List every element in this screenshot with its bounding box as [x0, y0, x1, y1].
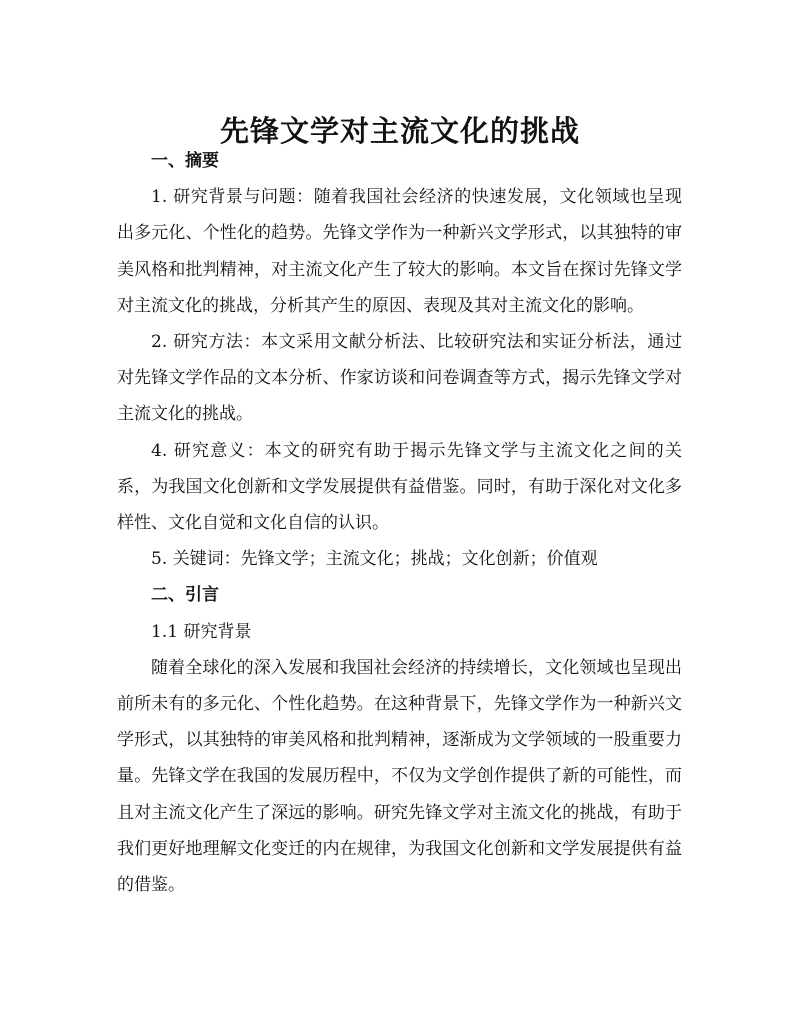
section-heading-introduction: 二、引言 [151, 585, 219, 606]
introduction-paragraph: 随着全球化的深入发展和我国社会经济的持续增长，文化领域也呈现出前所未有的多元化、个性化趋势。在这种背景下，先锋文学作为一种新兴文学形式，以其独特的审美风格和批判精神，逐渐成为文学领域的一股重要力量。先锋文学在我国的发展历程中，不仅为文学创作提供了新的可能性，而且对主流文化产生了深远的影响。研究先锋文学对主流文化的挑战，有助于我们更好地理解文化变迁的内在规律，为我国文化创新和文学发展提供有益的借鉴。 [117, 657, 682, 896]
subsection-heading-background: 1.1 研究背景 [151, 621, 252, 642]
abstract-item-methods: 2. 研究方法：本文采用文献分析法、比较研究法和实证分析法，通过对先锋文学作品的文本分析、作家访谈和问卷调查等方式，揭示先锋文学对主流文化的挑战。 [117, 332, 682, 425]
document-title: 先锋文学对主流文化的挑战 [219, 114, 580, 149]
abstract-item-keywords: 5. 关键词：先锋文学；主流文化；挑战；文化创新；价值观 [151, 549, 598, 570]
document-body [117, 143, 682, 903]
section-heading-abstract: 一、摘要 [151, 151, 219, 171]
abstract-item-significance: 4. 研究意义：本文的研究有助于揭示先锋文学与主流文化之间的关系，为我国文化创新和文学发展提供有益借鉴。同时，有助于深化对文化多样性、文化自觉和文化自信的认识。 [117, 440, 682, 534]
abstract-item-background: 1. 研究背景与问题：随着我国社会经济的快速发展，文化领域也呈现出多元化、个性化的趋势。先锋文学作为一种新兴文学形式，以其独特的审美风格和批判精神，对主流文化产生了较大的影响。本文旨在探讨先锋文学对主流文化的挑战，分析其产生的原因、表现及其对主流文化的影响。 [117, 187, 682, 316]
